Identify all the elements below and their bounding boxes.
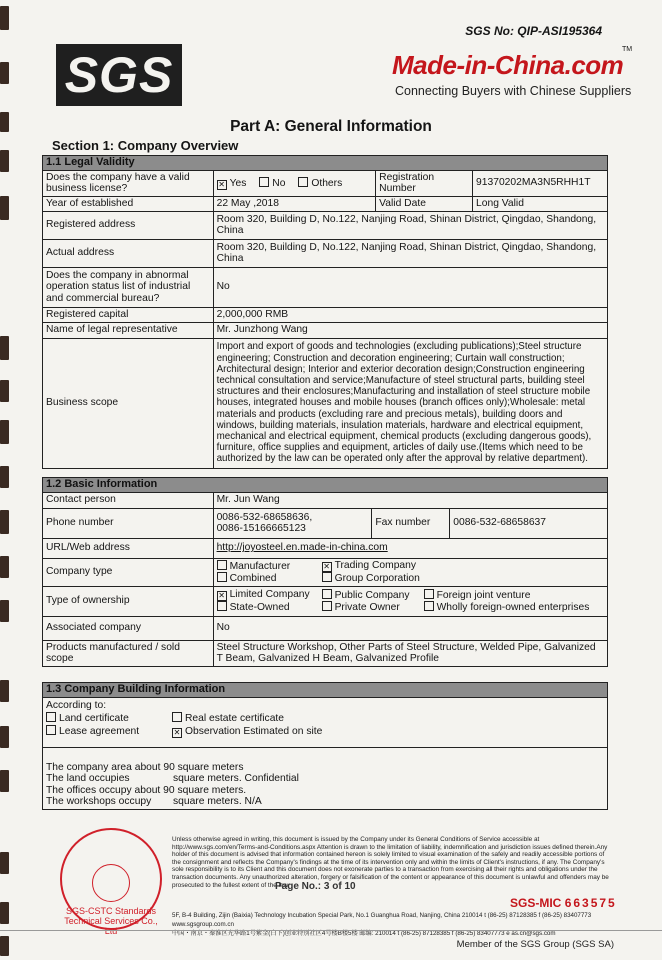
abnormal-status-value: No: [213, 267, 607, 307]
document-code: SGS-MIC 663575: [510, 896, 617, 910]
url-label: URL/Web address: [43, 538, 214, 558]
business-scope-label: Business scope: [43, 338, 214, 468]
binder-mark: [0, 62, 9, 84]
sgs-logo-text: SGS: [64, 47, 174, 103]
ownership-label: Type of ownership: [43, 586, 214, 616]
binder-mark: [0, 556, 9, 578]
section-header-basic: 1.2 Basic Information: [43, 478, 608, 493]
url-cell: [213, 538, 607, 558]
products-label: Products manufactured / sold scope: [43, 640, 214, 666]
page-number: Page No.: 3 of 10: [275, 881, 356, 892]
actual-address-value: Room 320, Building D, No.122, Nanjing Road, Shinan District, Qingdao, Shandong, China: [213, 239, 607, 267]
checkbox-icon: [217, 601, 227, 611]
according-label: According to:: [46, 699, 107, 711]
address-block: [172, 911, 612, 938]
binder-mark: [0, 150, 9, 172]
section-header-legal: 1.1 Legal Validity: [43, 156, 608, 171]
binder-mark: [0, 936, 9, 956]
binder-mark: [0, 196, 9, 220]
option-real-estate-certificate[interactable]: Real estate certificate: [172, 712, 284, 725]
company-area: The company area about 90 square meters: [46, 761, 244, 773]
phone-line-1: 0086-532-68658636,: [216, 511, 313, 523]
binder-mark: [0, 680, 9, 702]
associated-company-value: No: [213, 616, 607, 640]
checkbox-icon: [217, 572, 227, 582]
registered-address-value: Room 320, Building D, No.122, Nanjing Road, Shinan District, Qingdao, Shandong, China: [213, 211, 607, 239]
binder-mark: [0, 902, 9, 924]
registration-number: 91370202MA3N5RHH1T: [473, 170, 608, 196]
made-in-china-tagline: Connecting Buyers with Chinese Suppliers: [395, 84, 632, 98]
binder-mark: [0, 420, 9, 444]
license-option-yes[interactable]: ✕ Yes: [218, 177, 247, 189]
binder-mark: [0, 770, 9, 792]
company-type-label: Company type: [43, 558, 214, 586]
established-value: 22 May ,2018: [213, 196, 376, 211]
checkbox-icon: [217, 560, 227, 570]
legal-representative-label: Name of legal representative: [43, 322, 214, 338]
section-title: Section 1: Company Overview: [52, 138, 239, 153]
phone-label: Phone number: [43, 508, 214, 538]
binder-mark: [0, 336, 9, 360]
checkbox-checked-icon: ✕: [218, 179, 225, 189]
address-english: 5F, B-4 Building, Zijin (Baixia) Technology Incubation Special Park, No.1 Guanghua Road, Nanjing, China 210014 t (86-25) 87128385 f (86-25) 83407773 www.sgsgroup.com.cn: [172, 912, 592, 928]
sgs-logo: [56, 44, 182, 106]
section-header-building: 1.3 Company Building Information: [43, 683, 608, 698]
phone-line-2: 0086-15166665123: [216, 523, 306, 534]
website-link[interactable]: http://joyosteel.en.made-in-china.com: [216, 542, 388, 554]
member-notice: Member of the SGS Group (SGS SA): [456, 939, 614, 950]
option-observation[interactable]: ✕ Observation Estimated on site: [173, 725, 323, 737]
part-title: Part A: General Information: [230, 118, 432, 135]
actual-address-label: Actual address: [43, 239, 214, 267]
products-value: Steel Structure Workshop, Other Parts of Steel Structure, Welded Pipe, Galvanized T Beam, Galvanized H Beam, Galvanized Profile: [213, 640, 607, 666]
registered-capital-value: 2,000,000 RMB: [213, 307, 607, 322]
checkbox-icon: [322, 589, 332, 599]
checkbox-icon: [322, 572, 332, 582]
phone-value: [213, 508, 372, 538]
license-option-no[interactable]: No: [259, 178, 285, 189]
contact-person-value: Mr. Jun Wang: [213, 492, 607, 508]
associated-company-label: Associated company: [43, 616, 214, 640]
registration-number-label: Registration Number: [376, 170, 473, 196]
seal-emblem-icon: [92, 864, 130, 902]
business-scope-value: Import and export of goods and technologies (excluding publications);Steel structure engineering; Construction and decoration engineering; Curtain wall construction; Architectural design; Interior and exterior decoration design;Construction engineering technical consultation and service;Manufacture of steel structural parts, building steel structures and their enclosures;Manufacturing and installation of steel structure mobile houses, integrated houses and mobile houses (branch offices only);Wholesale: metal materials and products (excluding rare and precious metals), building doors and windows, building materials, insulation materials, hardware and electrical equipment, mechanical and electrical equipment, chemical products (excluding dangerous goods), furniture, office supplies and equipment, articles of daily use.(Items which need to be authorized by the law can be operated only after the approval by relative department).: [213, 338, 607, 468]
checkbox-icon: [424, 589, 434, 599]
checkbox-icon: [259, 177, 269, 187]
binder-mark: [0, 380, 9, 402]
checkbox-checked-icon: ✕: [218, 590, 225, 600]
valid-date-value: Long Valid: [473, 196, 608, 211]
ownership-limited[interactable]: ✕ Limited Company: [218, 588, 310, 600]
legal-representative-value: Mr. Junzhong Wang: [213, 322, 607, 338]
ownership-wfoe[interactable]: Wholly foreign-owned enterprises: [424, 601, 590, 614]
company-type-manufacturer[interactable]: Manufacturer: [217, 560, 322, 573]
ownership-public[interactable]: Public Company: [322, 589, 424, 602]
legal-disclaimer: Unless otherwise agreed in writing, this document is issued by the Company under its General Conditions of Service accessible at http://www.sgs.com/en/Terms-and-Conditions.aspx Attention is drawn to the limitation of liability, indemnification and jurisdiction issues defined therein.Any holder of this document is advised that information contained hereon is solely limited to visual examination of the safely and readily accessible portions of the consignment and reflects the Company's findings at the time of its intervention only and within the limits of Client's instructions, if any. The Company's sole responsibility is to its Client and this document does not exonerate parties to a transaction from exercising all their rights and obligations under the transaction documents. Any unauthorized alteration, forgery or falsification of the content or appearance of this document is unlawful and offenders may be prosecuted to the fullest extent of the law.: [172, 836, 609, 889]
company-type-options: [213, 558, 607, 586]
footer-divider: [0, 930, 662, 931]
valid-date-label: Valid Date: [376, 196, 473, 211]
checkbox-icon: [172, 712, 182, 722]
option-land-certificate[interactable]: Land certificate: [46, 712, 172, 725]
ownership-state[interactable]: State-Owned: [217, 601, 322, 614]
checkbox-icon: [46, 712, 56, 722]
checkbox-icon: [322, 601, 332, 611]
ownership-options: [213, 586, 607, 616]
checkbox-icon: [46, 725, 56, 735]
legal-validity-table: [42, 155, 608, 469]
abnormal-status-label: Does the company in abnormal operation status list of industrial and commercial bureau?: [43, 267, 214, 307]
binder-mark: [0, 852, 9, 874]
building-areas: [43, 747, 608, 809]
license-options: [213, 170, 376, 196]
company-type-group[interactable]: Group Corporation: [322, 572, 420, 585]
binder-mark: [0, 6, 9, 30]
land-area: The land occupies square meters. Confidential: [46, 773, 299, 784]
seal-text: SGS-CSTC Standards Technical Services Co., Ltd: [64, 906, 158, 936]
option-lease-agreement[interactable]: Lease agreement: [46, 725, 172, 738]
trademark-mark: TM: [622, 46, 633, 53]
binder-mark: [0, 726, 9, 748]
binder-mark: [0, 466, 9, 488]
company-seal: [60, 828, 162, 936]
basic-information-table: [42, 477, 608, 667]
binder-mark: [0, 510, 9, 534]
binder-mark: [0, 600, 9, 622]
established-label: Year of established: [43, 196, 214, 211]
company-type-trading[interactable]: ✕ Trading Company: [323, 559, 417, 571]
workshop-area: The workshops occupy square meters. N/A: [46, 796, 262, 807]
address-chinese: 中国・南京・秦淮区光华路1号紫金(白下)创业特别社区4号楼B楼5楼 邮编: 210014 t (86-25) 87128385 f (86-25) 83407773 e as.cn@sgs.com: [172, 930, 556, 937]
company-type-combined[interactable]: Combined: [217, 572, 322, 585]
sgs-number: SGS No: QIP-ASI195364: [465, 24, 602, 38]
registered-address-label: Registered address: [43, 211, 214, 239]
license-option-others[interactable]: Others: [298, 178, 342, 189]
building-information-table: [42, 682, 608, 810]
building-basis: [43, 697, 608, 747]
fax-value: 0086-532-68658637: [450, 508, 608, 538]
ownership-foreign-jv[interactable]: Foreign joint venture: [424, 589, 531, 602]
checkbox-checked-icon: ✕: [323, 561, 330, 571]
contact-person-label: Contact person: [43, 492, 214, 508]
ownership-private[interactable]: Private Owner: [322, 601, 424, 614]
made-in-china-logo: Made-in-China.com: [392, 50, 624, 80]
checkbox-icon: [298, 177, 308, 187]
registered-capital-label: Registered capital: [43, 307, 214, 322]
checkbox-icon: [424, 601, 434, 611]
office-area: The offices occupy about 90 square meters.: [46, 784, 247, 796]
fax-label: Fax number: [372, 508, 450, 538]
checkbox-checked-icon: ✕: [173, 727, 181, 737]
license-label: Does the company have a valid business license?: [43, 170, 214, 196]
